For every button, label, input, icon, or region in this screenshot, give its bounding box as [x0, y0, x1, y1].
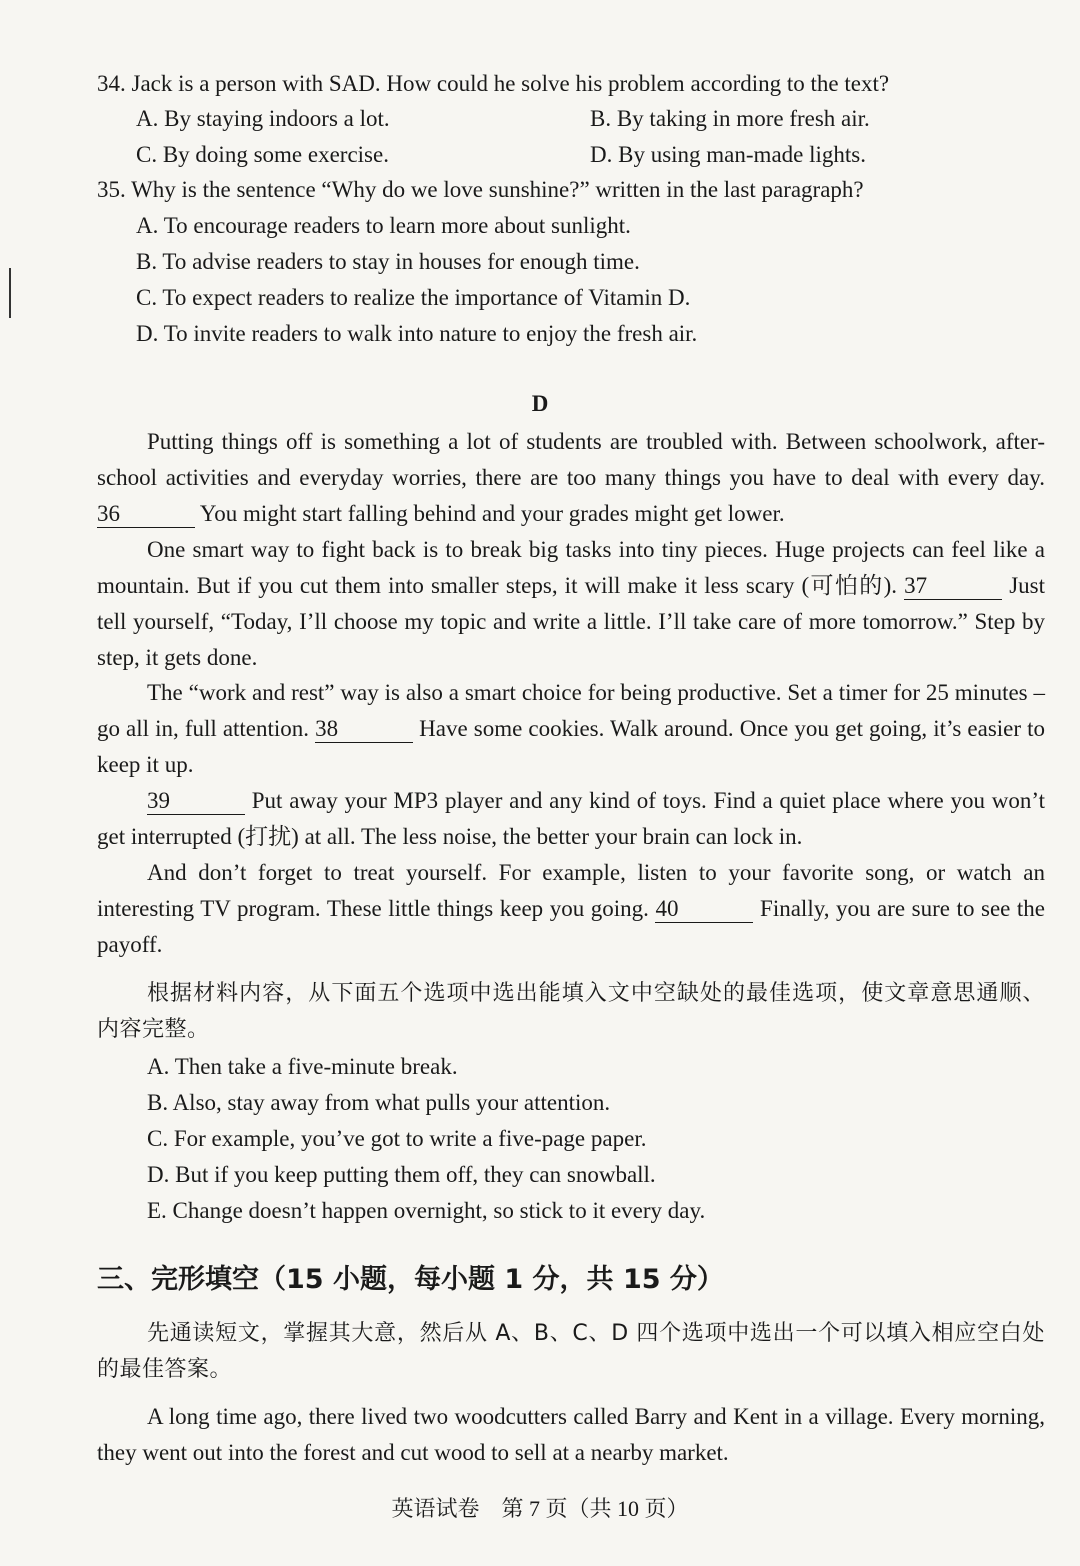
paragraph-3-text: The “work and rest” way is also a smart choice for being productive. Set a timer for 25 minutes – go all in, full attention.: [97, 680, 1045, 741]
choice-b: B. Also, stay away from what pulls your attention.: [147, 1090, 611, 1115]
section-3-instruction: 先通读短文，掌握其大意，然后从 A、B、C、D 四个选项中选出一个可以填入相应空白处的最佳答案。: [97, 1321, 1045, 1382]
blank-36: 36: [97, 501, 195, 528]
paragraph-2-after: Just tell yourself, “Today, I’ll choose my topic and write a little. I’ll take care of more tomorrow.” Step by step, it gets done.: [97, 573, 1046, 670]
choice-c: C. For example, you’ve got to write a five-page paper.: [147, 1126, 647, 1151]
section-3-passage: A long time ago, there lived two woodcutters called Barry and Kent in a village. Every morning, they went out into the forest and cut wood to sell at a nearby market.: [97, 1404, 1045, 1465]
blank-38: 38: [315, 716, 413, 743]
margin-mark: [9, 268, 11, 318]
page-footer: 英语试卷 第 7 页（共 10 页）: [391, 1496, 689, 1521]
blank-37: 37: [904, 573, 1002, 600]
passage-d-paragraph-4: [97, 783, 1045, 855]
blank-40: 40: [655, 896, 753, 923]
choice-e: E. Change doesn’t happen overnight, so stick to it every day.: [147, 1198, 706, 1223]
paragraph-3-after: Have some cookies. Walk around. Once you get going, it’s easier to keep it up.: [97, 716, 1046, 777]
paragraph-1-after: You might start falling behind and your grades might get lower.: [195, 501, 785, 526]
paragraph-5-text: And don’t forget to treat yourself. For example, listen to your favorite song, or watch an interesting TV program. These little things keep you going.: [97, 860, 1045, 921]
question-35-option-d: D. To invite readers to walk into nature to enjoy the fresh air.: [136, 321, 698, 346]
question-35-option-a: A. To encourage readers to learn more about sunlight.: [136, 213, 631, 238]
section-3-title: 三、完形填空（15 小题，每小题 1 分，共 15 分）: [97, 1264, 724, 1295]
question-34-option-a: A. By staying indoors a lot.: [136, 106, 390, 131]
question-34-options-row1: [136, 101, 1036, 137]
passage-d-instruction: 根据材料内容，从下面五个选项中选出能填入文中空缺处的最佳选项，使文章意思通顺、内容完整。: [97, 981, 1045, 1042]
paragraph-5-after: Finally, you are sure to see the payoff.: [97, 896, 1046, 957]
question-34-option-d: D. By using man-made lights.: [590, 142, 866, 167]
choice-d: D. But if you keep putting them off, they can snowball.: [147, 1162, 656, 1187]
question-34-stem: 34. Jack is a person with SAD. How could he solve his problem according to the text?: [97, 71, 890, 96]
paragraph-4-after: Put away your MP3 player and any kind of toys. Find a quiet place where you won’t get interrupted (打扰) at all. The less noise, the better your brain can lock in.: [97, 788, 1045, 849]
question-34-options-row2: [136, 137, 1036, 173]
passage-d-paragraph-5: [97, 855, 1045, 963]
passage-d-heading: D: [531, 391, 549, 416]
blank-39: 39: [147, 788, 245, 815]
passage-d-paragraph-3: [97, 675, 1045, 783]
paragraph-1-text: Putting things off is something a lot of students are troubled with. Between schoolwork, after-school activities and everyday worries, there are too many things you have to deal with every day.: [97, 429, 1045, 490]
question-34-option-c: C. By doing some exercise.: [136, 142, 389, 167]
question-34-option-b: B. By taking in more fresh air.: [590, 106, 870, 131]
question-35-stem: 35. Why is the sentence “Why do we love sunshine?” written in the last paragraph?: [97, 177, 864, 202]
passage-d-paragraph-1: [97, 424, 1045, 532]
question-35-option-c: C. To expect readers to realize the importance of Vitamin D.: [136, 285, 691, 310]
paragraph-2-text: One smart way to fight back is to break big tasks into tiny pieces. Huge projects can feel like a mountain. But if you cut them into smaller steps, it will make it less scary (可怕的).: [97, 537, 1045, 598]
choice-a: A. Then take a five-minute break.: [147, 1054, 458, 1079]
question-35-option-b: B. To advise readers to stay in houses for enough time.: [136, 249, 640, 274]
passage-d-paragraph-2: [97, 532, 1045, 676]
